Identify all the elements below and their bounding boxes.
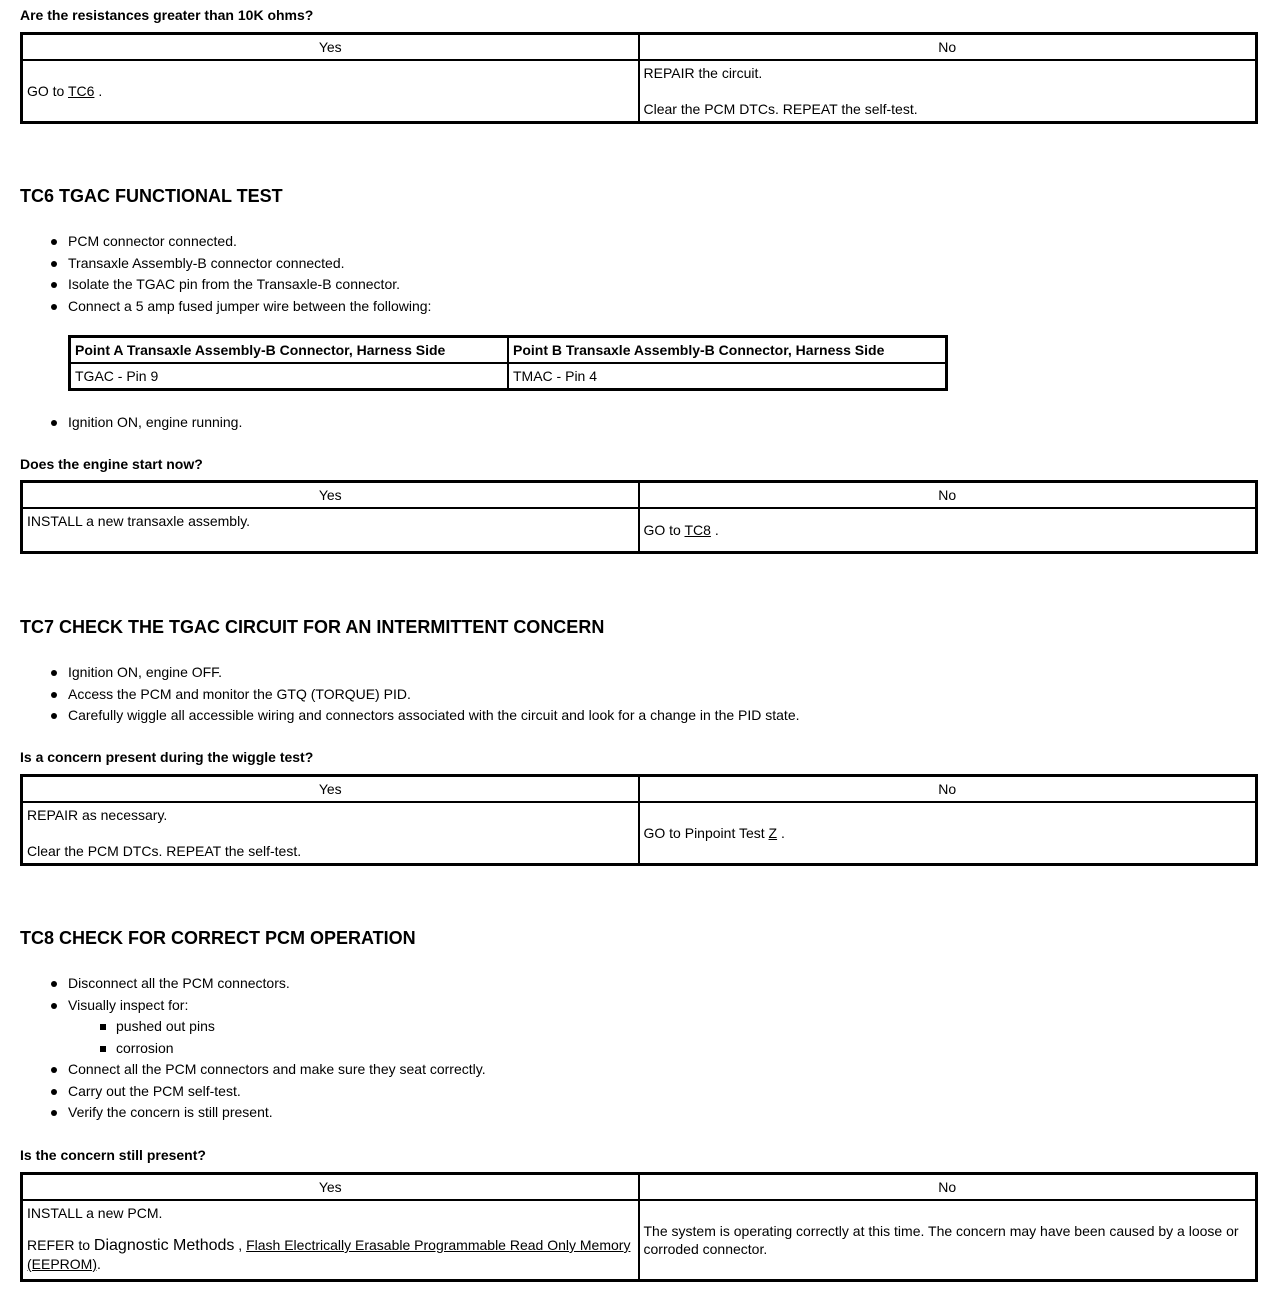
no-cell: GO to Pinpoint Test Z .	[639, 802, 1257, 865]
tc7-steps	[48, 662, 800, 727]
link-tc8[interactable]: TC8	[684, 521, 711, 538]
no-cell: REPAIR the circuit. Clear the PCM DTCs. REPEAT the self-test.	[639, 60, 1257, 123]
bullet-icon	[51, 981, 57, 987]
no-header: No	[639, 1174, 1257, 1201]
yes-cell: GO to TC6 .	[22, 60, 639, 123]
yes-cell: REPAIR as necessary. Clear the PCM DTCs. REPEAT the self-test.	[22, 802, 639, 865]
yes-no-table-wiggle-test	[20, 774, 1258, 866]
yes-cell: INSTALL a new transaxle assembly.	[22, 508, 639, 552]
step-item: Access the PCM and monitor the GTQ (TORQUE) PID.	[48, 684, 800, 706]
bullet-icon	[51, 670, 57, 676]
tc6-after-steps	[48, 412, 242, 434]
question-resistances: Are the resistances greater than 10K ohms?	[20, 7, 314, 23]
bullet-icon	[51, 1067, 57, 1073]
bullet-icon	[51, 713, 57, 719]
yes-header: Yes	[22, 482, 639, 509]
tc6-steps	[48, 231, 431, 317]
square-bullet-icon	[100, 1046, 106, 1052]
no-header: No	[639, 34, 1257, 61]
yes-no-table-resistances	[20, 32, 1258, 124]
bullet-icon	[51, 282, 57, 288]
bullet-icon	[51, 1003, 57, 1009]
bullet-icon	[51, 239, 57, 245]
bullet-icon	[51, 1110, 57, 1116]
yes-header: Yes	[22, 34, 639, 61]
tc8-steps	[48, 973, 486, 1124]
pin-connection-table	[68, 335, 948, 391]
step-item: Connect a 5 amp fused jumper wire between the following:	[48, 296, 431, 318]
step-item: Carry out the PCM self-test.	[48, 1081, 486, 1103]
no-header: No	[639, 482, 1257, 509]
link-eeprom[interactable]: (EEPROM)	[27, 1256, 97, 1272]
step-item: Ignition ON, engine OFF.	[48, 662, 800, 684]
heading-tc8: TC8 CHECK FOR CORRECT PCM OPERATION	[20, 928, 416, 948]
yes-no-table-engine-start	[20, 480, 1258, 554]
yes-no-table-concern-present	[20, 1172, 1258, 1282]
refer-section: Diagnostic Methods	[93, 1237, 235, 1254]
step-item: Disconnect all the PCM connectors.	[48, 973, 486, 995]
sub-step-item: pushed out pins	[48, 1016, 486, 1038]
bullet-icon	[51, 692, 57, 698]
step-item: Carefully wiggle all accessible wiring and connectors associated with the circuit and look for a change in the PID state.	[48, 705, 800, 727]
step-item: Visually inspect for:	[48, 995, 486, 1017]
link-pinpoint-test-z[interactable]: Z	[768, 825, 778, 841]
question-engine-start: Does the engine start now?	[20, 456, 203, 472]
link-flash-eeprom[interactable]: Flash Electrically Erasable Programmable Read Only Memory	[246, 1237, 631, 1253]
yes-header: Yes	[22, 776, 639, 803]
yes-cell: INSTALL a new PCM. REFER to Diagnostic Methods , Flash Electrically Erasable Programmable Read Only Memory (EEPROM).	[22, 1200, 639, 1280]
step-item: Ignition ON, engine running.	[48, 412, 242, 434]
bullet-icon	[51, 420, 57, 426]
step-item: PCM connector connected.	[48, 231, 431, 253]
point-b-header: Point B Transaxle Assembly-B Connector, Harness Side	[508, 337, 947, 364]
question-concern-present: Is the concern still present?	[20, 1147, 206, 1163]
square-bullet-icon	[100, 1024, 106, 1030]
no-cell: GO to TC8 .	[639, 508, 1257, 552]
no-header: No	[639, 776, 1257, 803]
heading-tc6: TC6 TGAC FUNCTIONAL TEST	[20, 186, 283, 206]
step-item: Connect all the PCM connectors and make sure they seat correctly.	[48, 1059, 486, 1081]
step-item: Verify the concern is still present.	[48, 1102, 486, 1124]
step-item: Transaxle Assembly-B connector connected.	[48, 253, 431, 275]
heading-tc7: TC7 CHECK THE TGAC CIRCUIT FOR AN INTERMITTENT CONCERN	[20, 617, 605, 637]
step-item: Isolate the TGAC pin from the Transaxle-B connector.	[48, 274, 431, 296]
no-cell: The system is operating correctly at this time. The concern may have been caused by a loose or corroded connector.	[639, 1200, 1257, 1280]
sub-step-item: corrosion	[48, 1038, 486, 1060]
point-a-pin: TGAC - Pin 9	[70, 363, 509, 390]
question-wiggle-test: Is a concern present during the wiggle test?	[20, 749, 314, 765]
yes-header: Yes	[22, 1174, 639, 1201]
link-tc6[interactable]: TC6	[67, 83, 95, 99]
bullet-icon	[51, 261, 57, 267]
bullet-icon	[51, 1089, 57, 1095]
bullet-icon	[51, 304, 57, 310]
point-b-pin: TMAC - Pin 4	[508, 363, 947, 390]
point-a-header: Point A Transaxle Assembly-B Connector, Harness Side	[70, 337, 509, 364]
